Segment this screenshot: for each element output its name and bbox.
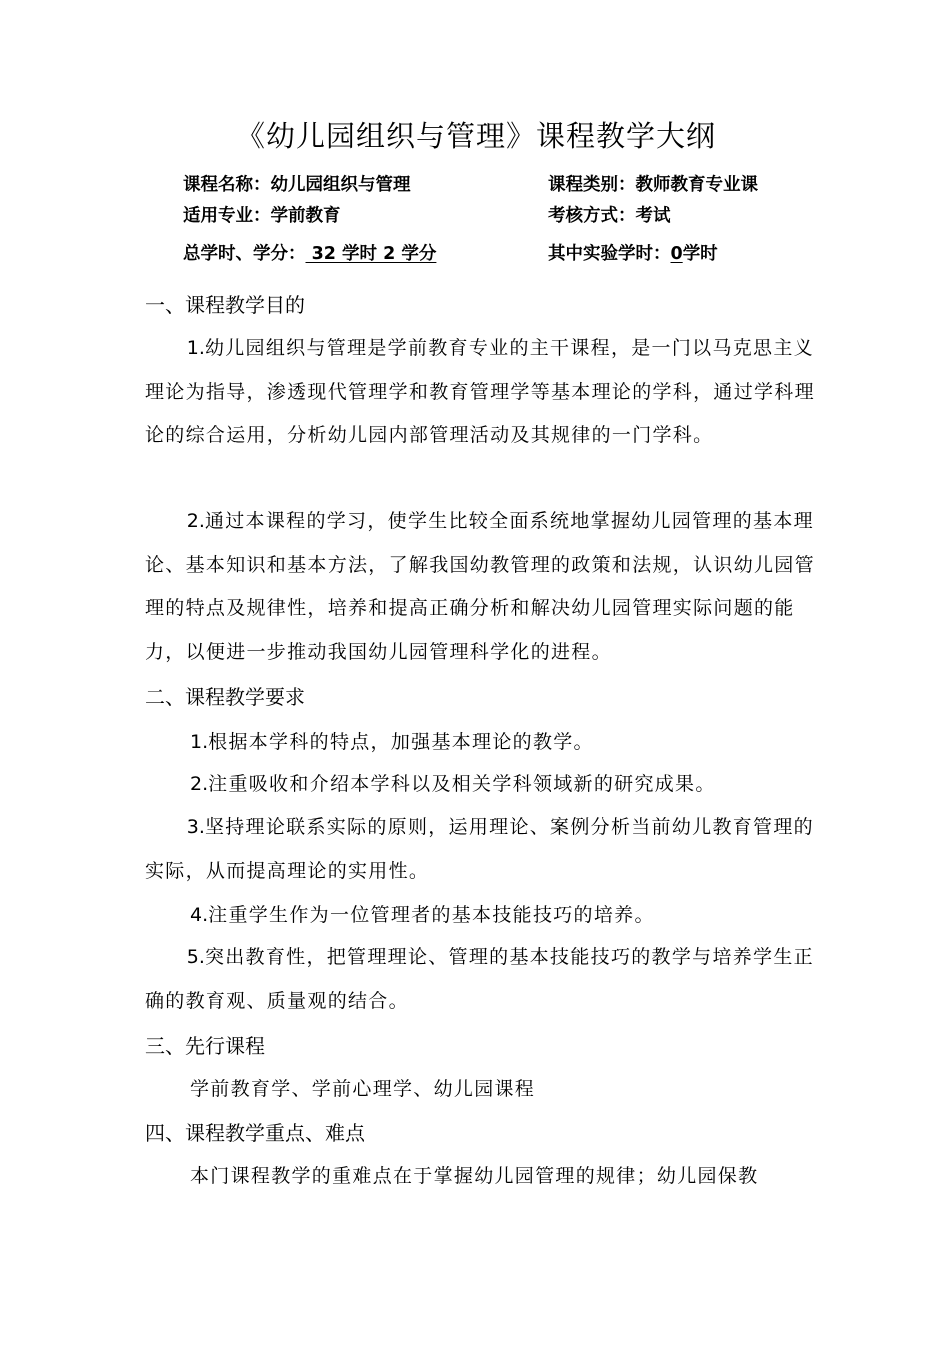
key-points-paragraph: 本门课程教学的重难点在于掌握幼儿园管理的规律；幼儿园保教 — [190, 1165, 759, 1187]
section-heading-key-points: 四、课程教学重点、难点 — [145, 1121, 365, 1145]
major-value: 学前教育 — [270, 206, 341, 226]
purpose-paragraph-1: 1.幼儿园组织与管理是学前教育专业的主干课程，是一门以马克思主义理论为指导，渗透现代管理学和教育管理学等基本理论的学科，通过学科理论的综合运用，分析幼儿园内部管理活动及其规律的一门学科。 — [145, 337, 815, 446]
exam-row — [548, 203, 671, 229]
section-heading-prerequisites: 三、先行课程 — [145, 1034, 265, 1058]
purpose-paragraph-2: 2.通过本课程的学习，使学生比较全面系统地掌握幼儿园管理的基本理论、基本知识和基本方法，了解我国幼教管理的政策和法规，认识幼儿园管理的特点及规律性，培养和提高正确分析和解决幼儿园管理实际问题的能力，以便进一步推动我国幼儿园管理科学化的进程。 — [145, 510, 815, 663]
hours-value: 32 学时 2 学分 — [305, 244, 437, 264]
requirement-item-2: 2.注重吸收和介绍本学科以及相关学科领域新的研究成果。 — [190, 773, 716, 795]
requirement-item-4: 4.注重学生作为一位管理者的基本技能技巧的培养。 — [190, 904, 655, 926]
requirement-item-5: 5.突出教育性，把管理理论、管理的基本技能技巧的教学与培养学生正确的教育观、质量观的结合。 — [145, 946, 814, 1012]
course-type-value: 教师教育专业课 — [635, 175, 758, 195]
course-type-row — [548, 172, 758, 198]
hours-row — [183, 241, 436, 267]
major-label: 适用专业： — [183, 206, 271, 226]
section-heading-requirements: 二、课程教学要求 — [145, 685, 305, 709]
course-type-label: 课程类别： — [548, 175, 636, 195]
course-name-row — [183, 172, 411, 198]
exam-label: 考核方式： — [548, 206, 636, 226]
lab-hours-label: 其中实验学时： — [548, 244, 671, 264]
exam-value: 考试 — [635, 206, 671, 226]
requirement-item-3: 3.坚持理论联系实际的原则，运用理论、案例分析当前幼儿教育管理的实际，从而提高理论的实用性。 — [145, 816, 814, 882]
lab-hours-row — [548, 241, 718, 267]
major-row — [183, 203, 341, 229]
section-heading-purpose: 一、课程教学目的 — [145, 293, 305, 317]
lab-hours-unit: 学时 — [682, 244, 718, 264]
hours-label: 总学时、学分： — [183, 244, 306, 264]
lab-hours-value: 0 — [670, 244, 683, 264]
document-title: 《幼儿园组织与管理》课程教学大纲 — [235, 119, 716, 153]
course-name-value: 幼儿园组织与管理 — [270, 175, 411, 195]
requirement-item-1: 1.根据本学科的特点，加强基本理论的教学。 — [190, 731, 594, 753]
prerequisite-courses: 学前教育学、学前心理学、幼儿园课程 — [190, 1078, 536, 1100]
course-name-label: 课程名称： — [183, 175, 271, 195]
